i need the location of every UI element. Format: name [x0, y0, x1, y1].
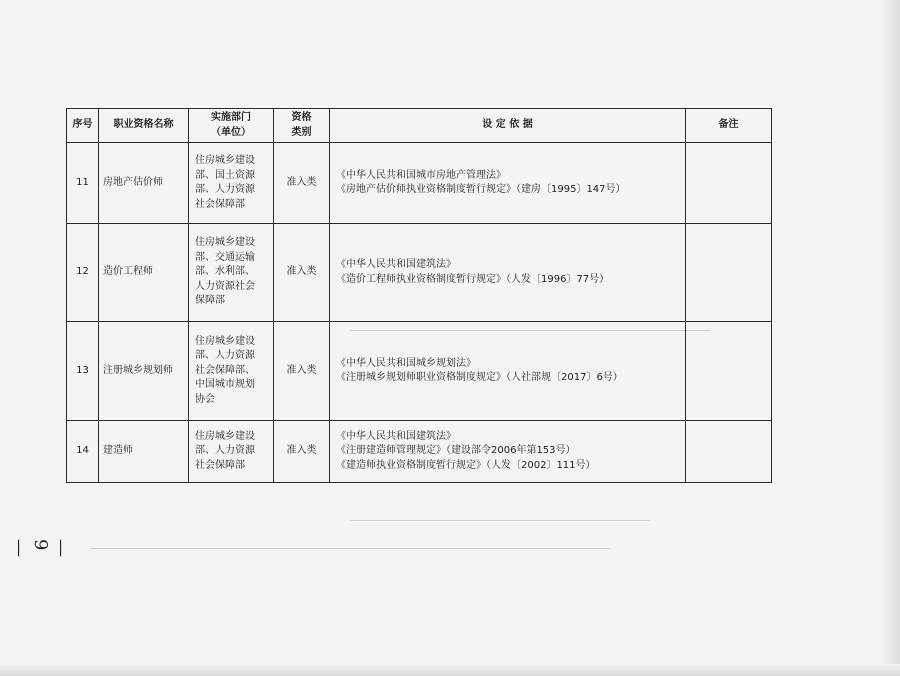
cell-no: 14 [67, 421, 99, 483]
basis-line: 《房地产估价师执业资格制度暂行规定》（建房〔1995〕147号） [336, 184, 626, 195]
cell-dept [189, 421, 274, 483]
table-row [67, 421, 772, 483]
dept-line: 住房城乡建设 [195, 430, 255, 442]
cell-dept [189, 322, 274, 421]
cell-dept [189, 224, 274, 322]
cell-no: 13 [67, 322, 99, 421]
basis-line: 《中华人民共和国城市房地产管理法》 [336, 169, 506, 181]
cell-name: 注册城乡规划师 [99, 322, 189, 421]
basis-line: 《造价工程师执业资格制度暂行规定》（人发〔1996〕77号） [336, 273, 610, 285]
cell-remarks [686, 224, 772, 322]
dept-line: 部、人力资源 [195, 350, 255, 362]
dept-line: 社会保障部、 [195, 364, 255, 376]
table-header-row [67, 109, 772, 143]
dept-line: 部、国土资源 [195, 169, 255, 181]
dept-line: 部、人力资源 [195, 445, 255, 457]
header-basis: 设 定 依 据 [330, 109, 686, 143]
basis-line: 《注册建造师管理规定》（建设部令2006年第153号） [336, 445, 576, 457]
cell-name: 房地产估价师 [99, 143, 189, 224]
dept-line: 社会保障部 [195, 198, 245, 210]
dept-line: 部、水利部、 [195, 266, 255, 278]
page-number: —9— [9, 539, 73, 559]
cell-no: 12 [67, 224, 99, 322]
cell-basis [330, 143, 686, 224]
cell-remarks [686, 421, 772, 483]
header-name: 职业资格名称 [99, 109, 189, 143]
basis-line: 《中华人民共和国建筑法》 [336, 259, 456, 270]
dept-line: 住房城乡建设 [195, 155, 255, 166]
header-category-line1: 资格 [291, 112, 312, 123]
cell-basis [330, 224, 686, 322]
dept-line: 协会 [195, 393, 215, 405]
qualification-table [66, 108, 772, 483]
bleed-through-line [90, 548, 610, 549]
table-row [67, 322, 772, 421]
header-remarks: 备注 [686, 109, 772, 143]
cell-name: 造价工程师 [99, 224, 189, 322]
basis-line: 《建造师执业资格制度暂行规定》（人发〔2002〕111号） [336, 459, 596, 471]
dept-line: 保障部 [195, 295, 225, 307]
header-category [274, 109, 330, 143]
header-dept-line1: 实施部门 [211, 112, 251, 123]
cell-remarks [686, 322, 772, 421]
basis-line: 《中华人民共和国城乡规划法》 [336, 357, 476, 369]
cell-basis [330, 322, 686, 421]
cell-category: 准入类 [274, 143, 330, 224]
bleed-through-line [350, 520, 650, 521]
cell-basis [330, 421, 686, 483]
header-category-line2: 类别 [291, 126, 312, 138]
scan-edge-right [882, 0, 900, 676]
dept-line: 部、人力资源 [195, 184, 255, 195]
table-row [67, 143, 772, 224]
header-dept-line2: （单位） [211, 126, 251, 138]
cell-no: 11 [67, 143, 99, 224]
header-no: 序号 [67, 109, 99, 143]
dept-line: 部、交通运输 [195, 251, 255, 263]
scan-edge-bottom [0, 664, 900, 676]
cell-dept [189, 143, 274, 224]
dept-line: 社会保障部 [195, 459, 245, 471]
dept-line: 中国城市规划 [195, 379, 255, 391]
dept-line: 住房城乡建设 [195, 335, 255, 347]
cell-category: 准入类 [274, 224, 330, 322]
header-dept [189, 109, 274, 143]
cell-remarks [686, 143, 772, 224]
cell-name: 建造师 [99, 421, 189, 483]
cell-category: 准入类 [274, 421, 330, 483]
basis-line: 《中华人民共和国建筑法》 [336, 430, 456, 442]
table-row [67, 224, 772, 322]
dept-line: 住房城乡建设 [195, 237, 255, 249]
cell-category: 准入类 [274, 322, 330, 421]
dept-line: 人力资源社会 [195, 280, 255, 292]
basis-line: 《注册城乡规划师职业资格制度规定》（人社部规〔2017〕6号） [336, 372, 623, 383]
